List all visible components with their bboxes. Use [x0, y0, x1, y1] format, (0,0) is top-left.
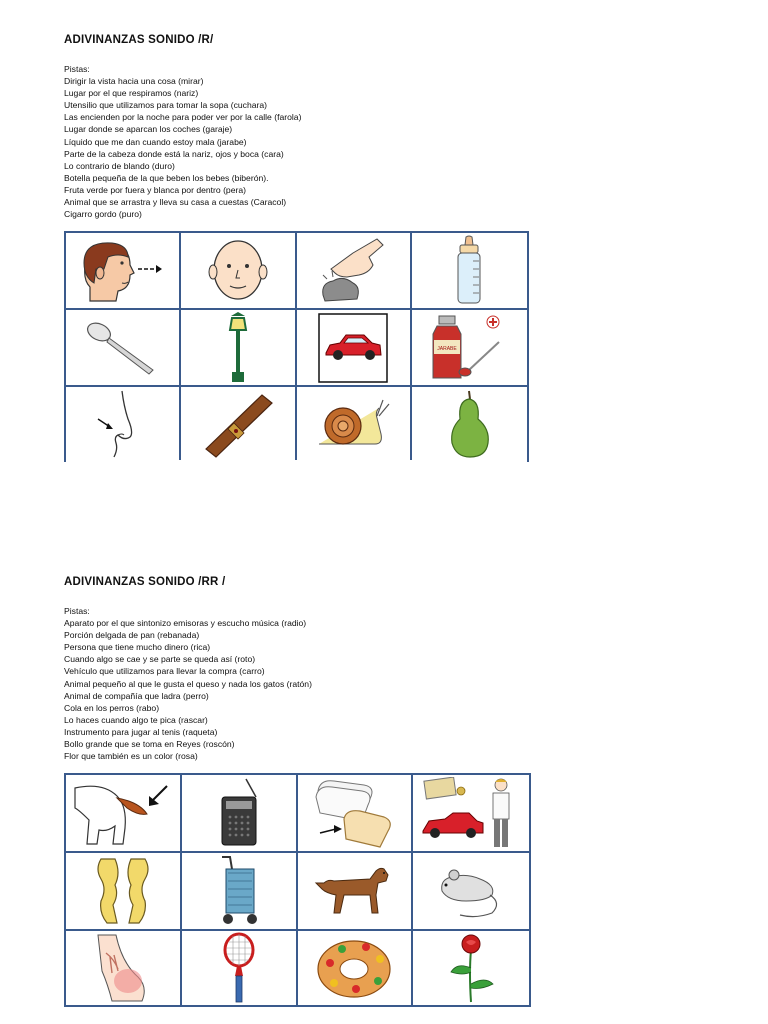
clue-item: Utensilio que utilizamos para tomar la sopa (cuchara): [64, 100, 268, 111]
roscon-icon: [298, 931, 414, 1005]
snail-icon: [297, 387, 412, 460]
tennis-racket-icon: [182, 931, 298, 1005]
clue-item: Lugar donde se aparcan los coches (garaje): [64, 124, 233, 135]
clue-list: [64, 617, 312, 762]
mouse-icon: [413, 853, 529, 931]
clue-item: Flor que también es un color (rosa): [64, 751, 198, 762]
dog-tail-icon: [66, 775, 182, 853]
syrup-label: JARABE: [437, 345, 458, 352]
clue-list: [64, 75, 301, 220]
spoon-icon: [66, 310, 181, 387]
clue-item: Persona que tiene mucho dinero (rica): [64, 642, 211, 653]
clue-item: Dirigir la vista hacia una cosa (mirar): [64, 76, 204, 87]
section-title: ADIVINANZAS SONIDO /R/: [64, 34, 214, 46]
clue-item: Aparato por el que sintonizo emisoras y escucho música (radio): [64, 618, 307, 629]
clue-item: Animal que se arrastra y lleva su casa a cuestas (Caracol): [64, 197, 287, 208]
clue-item: Animal de compañía que ladra (perro): [64, 690, 209, 701]
clue-item: Bollo grande que se toma en Reyes (roscón): [64, 739, 235, 750]
rose-icon: [413, 931, 529, 1005]
clue-item: Las encienden por la noche para poder ver por la calle (farola): [64, 112, 302, 123]
clue-item: Cola en los perros (rabo): [64, 702, 160, 713]
clue-item: Fruta verde por fuera y blanca por dentro (pera): [64, 184, 246, 195]
bread-slice-icon: [298, 775, 414, 853]
clue-item: Parte de la cabeza donde está la nariz, ojos y boca (cara): [64, 148, 284, 159]
street-lamp-icon: [181, 310, 296, 387]
scratching-leg-icon: [66, 931, 182, 1005]
pistas-label: Pistas:: [64, 64, 90, 74]
clue-item: Cuando algo se cae y se parte se queda así (roto): [64, 654, 256, 665]
dog-icon: [298, 853, 414, 931]
looking-face-icon: [66, 233, 181, 310]
shopping-trolley-icon: [182, 853, 298, 931]
nose-icon: [66, 387, 181, 460]
clue-item: Líquido que me dan cuando estoy mala (jarabe): [64, 136, 247, 147]
clue-item: Lugar por el que respiramos (nariz): [64, 88, 199, 99]
section-r: [64, 34, 301, 220]
finger-pressing-stone-icon: [297, 233, 412, 310]
clue-item: Lo haces cuando algo te pica (rascar): [64, 714, 208, 725]
rich-man-icon: [413, 775, 529, 853]
pistas-label: Pistas:: [64, 606, 90, 616]
broken-vase-icon: [66, 853, 182, 931]
clue-item: Botella pequeña de la que beben los bebes (biberón).: [64, 172, 269, 183]
red-car-icon: [297, 310, 412, 387]
picture-grid-r: [64, 231, 529, 462]
clue-item: Cigarro gordo (puro): [64, 209, 142, 220]
cigar-icon: [181, 387, 296, 460]
baby-bottle-icon: [412, 233, 527, 310]
clue-item: Animal pequeño al que le gusta el queso y nada los gatos (ratón): [64, 678, 312, 689]
section-rr: [64, 576, 312, 762]
syrup-bottle-icon: [412, 310, 527, 387]
clue-item: Porción delgada de pan (rebanada): [64, 630, 200, 641]
pear-icon: [412, 387, 527, 460]
clue-item: Vehículo que utilizamos para llevar la compra (carro): [64, 666, 265, 677]
bald-face-icon: [181, 233, 296, 310]
picture-grid-rr: [64, 773, 531, 1007]
clue-item: Lo contrario de blando (duro): [64, 160, 175, 171]
clue-item: Instrumento para jugar al tenis (raqueta): [64, 726, 218, 737]
section-title: ADIVINANZAS SONIDO /RR /: [64, 576, 226, 588]
radio-icon: [182, 775, 298, 853]
